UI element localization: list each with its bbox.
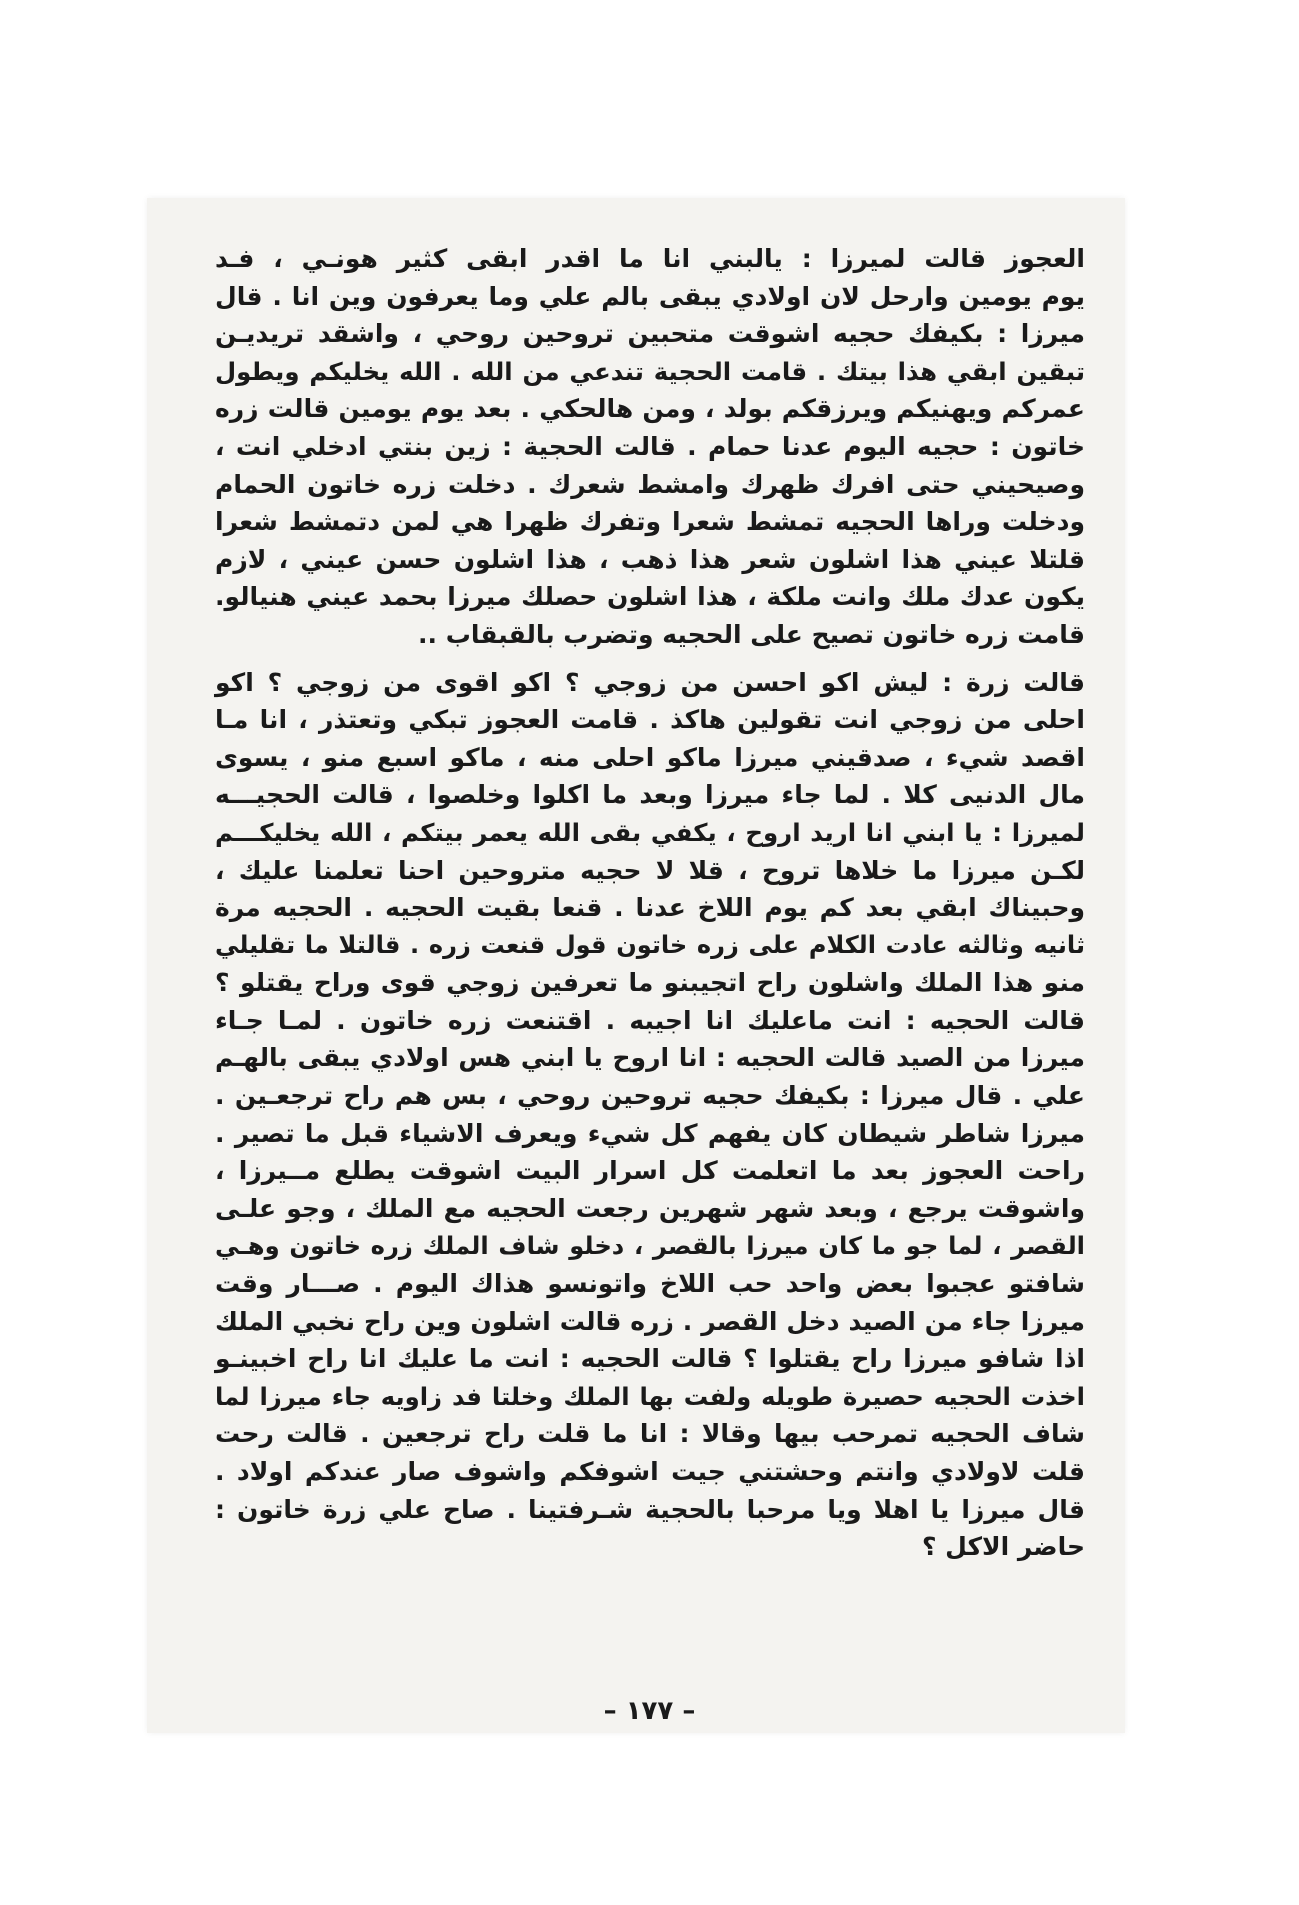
text-line: واشوقت يرجع ، وبعد شهر شهرين رجعت الحجيه مع الملك ، وجو علـى [215,1193,1085,1223]
text-line: العجوز قالت لميرزا : يالبني انا ما اقدر ابقى كثير هونـي ، فـد [215,244,1085,273]
text-line: ثانيه وثالثه عادت الكلام على زره خاتون قول قنعت زره . قالتلا ما تقليلي [215,930,1085,959]
text-line: قالت زرة : ليش اكو احسن من زوجي ؟ اكو اقوى من زوجي ؟ اكو [215,667,1085,697]
text-line: راحت العجوز بعد ما اتعلمت كل اسرار البيت اشوقت يطلع مــيرزا ، [215,1156,1085,1186]
text-line: ميرزا جاء من الصيد دخل القصر . زره قالت اشلون وين راح نخبي الملك [215,1306,1085,1336]
text-line: حاضر الاكل ؟ [921,1532,1085,1562]
text-line: لكـن ميرزا ما خلاها تروح ، قلا لا حجيه متروحين احنا تعلمنا عليك ، [215,855,1085,885]
text-line: خاتون : حجيه اليوم عدنا حمام . قالت الحجية : زين بنتي ادخلي انت ، [215,431,1085,461]
text-line: يوم يومين وارحل لان اولادي يبقى بالم علي وما يعرفون وين انا . قال [215,281,1085,311]
text-line: اخذت الحجيه حصيرة طويله ولفت بها الملك وخلتا فد زاويه جاء ميرزا لما [215,1381,1085,1411]
text-line: شافتو عجبوا بعض واحد حب اللاخ واتونسو هذاك اليوم . صـــار وقت [215,1269,1085,1299]
text-line: مال الدنيى كلا . لما جاء ميرزا وبعد ما اكلوا وخلصوا ، قالت الحجيـــه [215,780,1085,810]
text-line: قالت الحجيه : انت ماعليك انا اجيبه . اقتنعت زره خاتون . لمـا جـاء [215,1005,1085,1035]
text-line: قال ميرزا يا اهلا ويا مرحبا بالحجية شـرفتينا . صاح علي زرة خاتون : [215,1494,1085,1524]
text-line: قلتلا عيني هذا اشلون شعر هذا ذهب ، هذا اشلون حسن عيني ، لازم [215,544,1085,574]
text-line: القصر ، لما جو ما كان ميرزا بالقصر ، دخلو شاف الملك زره خاتون وهـي [215,1231,1085,1261]
text-line: اقصد شيء ، صدقيني ميرزا ماكو احلى منه ، ماكو اسبع منو ، يسوى [215,742,1085,772]
page-number: – ١٧٧ – [603,1696,696,1726]
text-line: قلت لاولادي وانتم وحشتني جيت اشوفكم واشوف صار عندكم اولاد . [215,1457,1085,1486]
text-line: عمركم ويهنيكم ويرزقكم بولد ، ومن هالحكي . بعد يوم يومين قالت زره [215,394,1085,424]
text-line: تبقين ابقي هذا بيتك . قامت الحجية تندعي من الله . الله يخليكم ويطول [215,356,1085,386]
body-text [215,240,1085,1566]
text-line: لميرزا : يا ابني انا اريد اروح ، يكفي بقى الله يعمر بيتكم ، الله يخليكـــم [215,817,1085,847]
text-line: منو هذا الملك واشلون راح اتجيبنو ما تعرفين زوجي قوى وراح يقتلو ؟ [215,968,1085,998]
paragraph [215,664,1085,1566]
text-line: ميرزا من الصيد قالت الحجيه : انا اروح يا ابني هس اولادي يبقى بالهـم [215,1043,1085,1073]
text-line: ودخلت وراها الحجيه تمشط شعرا وتفرك ظهرا هي لمن دتمشط شعرا [215,507,1085,537]
text-line: قامت زره خاتون تصيح على الحجيه وتضرب بالقبقاب .. [418,619,1085,649]
text-line: يكون عدك ملك وانت ملكة ، هذا اشلون حصلك ميرزا بحمد عيني هنيالو. [215,582,1085,612]
text-line: شاف الحجيه تمرحب بيها وقالا : انا ما قلت راح ترجعين . قالت رحت [215,1419,1085,1449]
paragraph [215,240,1085,654]
text-line: وحبيناك ابقي بعد كم يوم اللاخ عدنا . قنعا بقيت الحجيه . الحجيه مرة [215,893,1085,923]
text-line: ميرزا : بكيفك حجيه اشوقت متحبين تروحين روحي ، واشقد تريديـن [215,319,1085,349]
text-line: ميرزا شاطر شيطان كان يفهم كل شيء ويعرف الاشياء قبل ما تصير . [215,1118,1085,1148]
text-line: اذا شافو ميرزا راح يقتلوا ؟ قالت الحجيه : انت ما عليك انا راح اخبينـو [215,1344,1085,1374]
text-line: وصيحيني حتى افرك ظهرك وامشط شعرك . دخلت زره خاتون الحمام [215,469,1085,499]
text-line: احلى من زوجي انت تقولين هاكذ . قامت العجوز تبكي وتعتذر ، انا مـا [215,705,1085,735]
text-line: علي . قال ميرزا : بكيفك حجيه تروحين روحي ، بس هم راح ترجعـين . [215,1081,1085,1111]
